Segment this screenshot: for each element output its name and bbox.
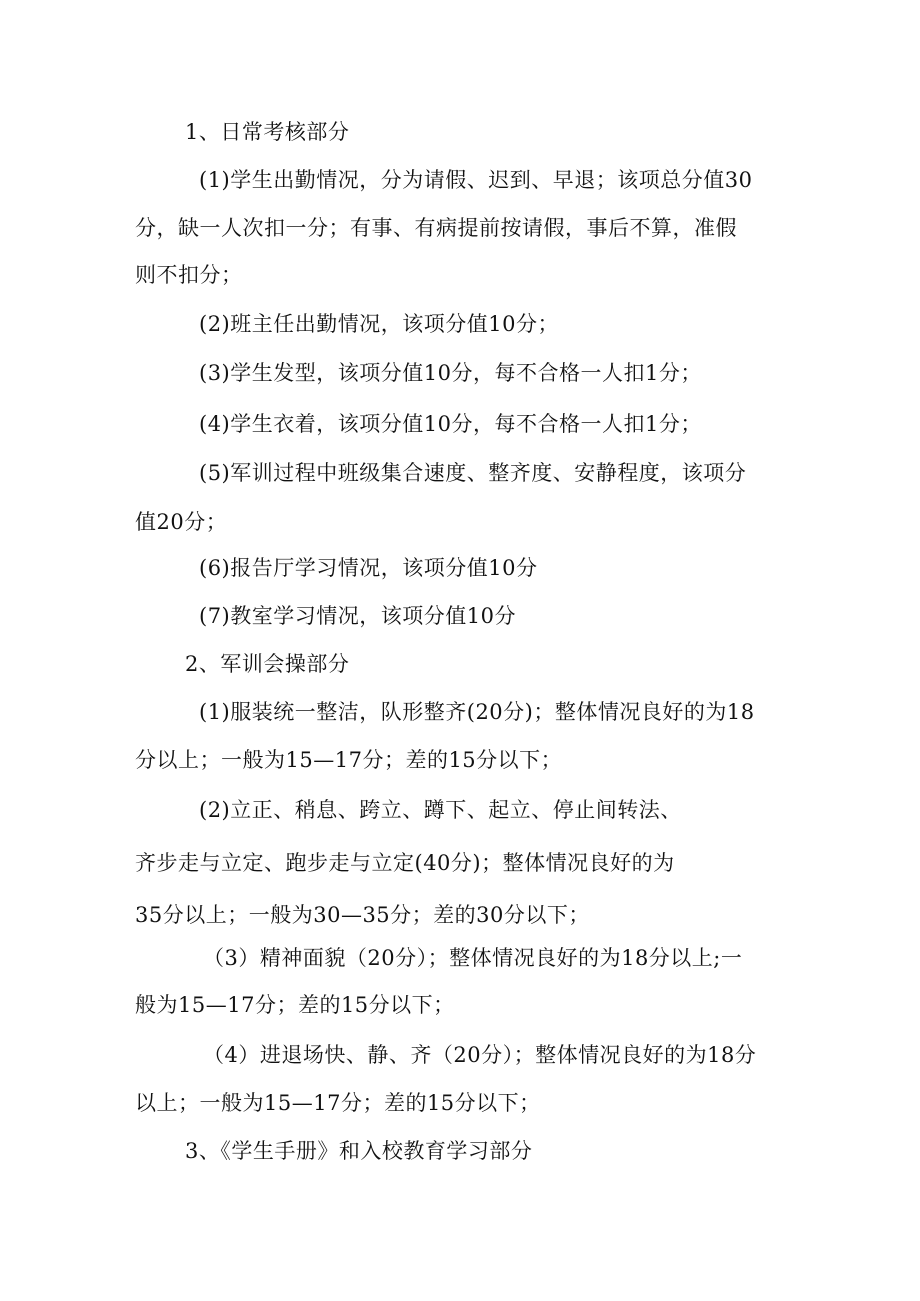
paragraph-line: (1)服装统一整洁，队形整齐(20分)；整体情况良好的为18 (199, 700, 755, 724)
paragraph-line: 分以上；一般为15—17分；差的15分以下； (135, 748, 563, 772)
paragraph-line: 以上；一般为15—17分；差的15分以下； (135, 1091, 541, 1115)
section-heading-student-handbook: 3、《学生手册》和入校教育学习部分 (185, 1139, 533, 1163)
paragraph-line: (2)立正、稍息、跨立、蹲下、起立、停止间转法、 (199, 798, 682, 822)
paragraph-line: （4）进退场快、静、齐（20分）；整体情况良好的为18分 (203, 1043, 757, 1067)
paragraph-line: 则不扣分； (135, 263, 243, 287)
paragraph-line: 35分以上；一般为30—35分；差的30分以下； (135, 903, 590, 927)
paragraph-line: (4)学生衣着，该项分值10分，每不合格一人扣1分； (199, 412, 702, 436)
paragraph-line: 齐步走与立定、跑步走与立定(40分)；整体情况良好的为 (135, 851, 675, 875)
paragraph-line: 分，缺一人次扣一分；有事、有病提前按请假，事后不算，准假 (135, 216, 737, 240)
section-heading-military-drill: 2、军训会操部分 (185, 652, 350, 676)
paragraph-line: (5)军训过程中班级集合速度、整齐度、安静程度，该项分 (199, 461, 747, 485)
paragraph-line: (2)班主任出勤情况，该项分值10分； (199, 312, 559, 336)
paragraph-line: 般为15—17分；差的15分以下； (135, 993, 455, 1017)
paragraph-line: (3)学生发型，该项分值10分，每不合格一人扣1分； (199, 361, 702, 385)
paragraph-line: (7)教室学习情况，该项分值10分 (199, 604, 516, 628)
section-heading-daily-assessment: 1、日常考核部分 (185, 120, 350, 144)
paragraph-line: (1)学生出勤情况，分为请假、迟到、早退；该项总分值30 (199, 168, 753, 192)
paragraph-line: （3）精神面貌（20分）；整体情况良好的为18分以上;一 (203, 946, 743, 970)
paragraph-line: 值20分； (135, 510, 228, 534)
paragraph-line: (6)报告厅学习情况，该项分值10分 (199, 556, 538, 580)
